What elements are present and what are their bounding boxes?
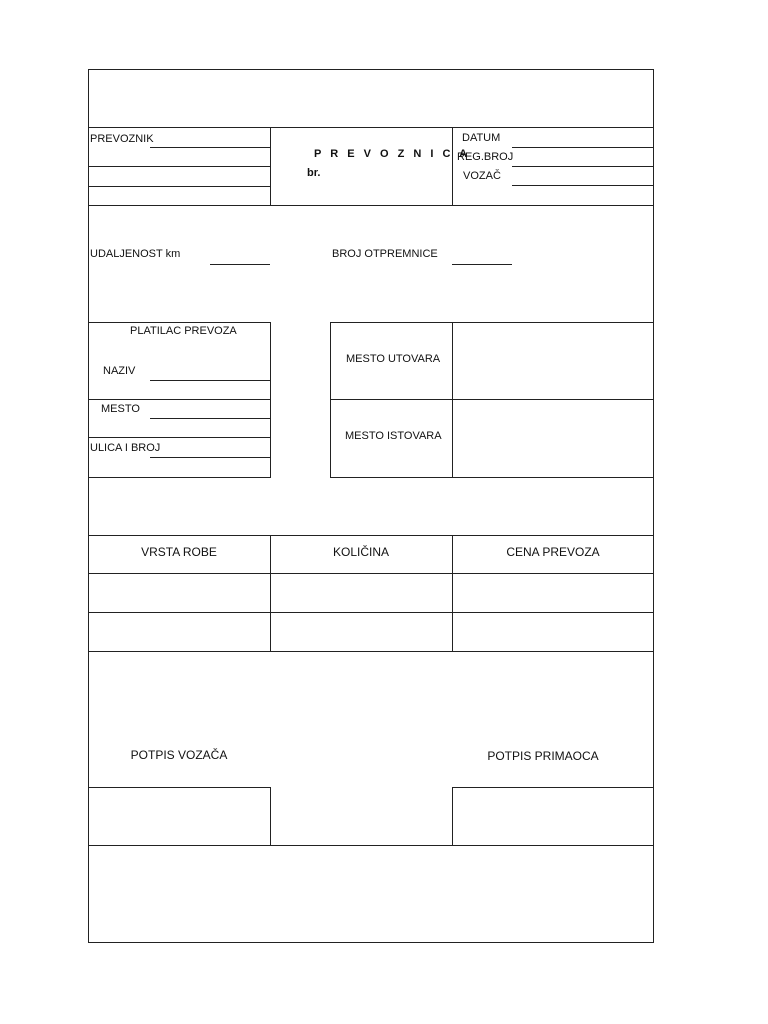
datum-label: DATUM [462, 132, 501, 144]
potpis-vozaca-box[interactable] [88, 787, 271, 846]
table-header-vrsta-robe: VRSTA ROBE [141, 545, 217, 559]
table-cell[interactable] [90, 575, 269, 611]
vozac-label: VOZAČ [463, 170, 501, 182]
datum-line[interactable] [512, 147, 654, 148]
mesto-utovara-label: MESTO UTOVARA [346, 353, 441, 365]
udaljenost-line[interactable] [210, 264, 270, 265]
mesto-utovara-field[interactable] [454, 324, 652, 398]
table-cell[interactable] [454, 575, 652, 611]
naziv-line[interactable] [150, 380, 270, 381]
divider [452, 127, 453, 206]
table-cell[interactable] [272, 614, 451, 650]
prevoznik-line-2[interactable] [88, 166, 270, 167]
divider [88, 573, 654, 574]
broj-otpremnice-line[interactable] [452, 264, 512, 265]
table-cell[interactable] [90, 614, 269, 650]
potpis-vozaca-label: POTPIS VOZAČA [130, 748, 228, 762]
payer-divider [88, 437, 270, 438]
table-cell[interactable] [272, 575, 451, 611]
ulica-line[interactable] [150, 457, 270, 458]
vozac-line[interactable] [512, 185, 654, 186]
payer-heading: PLATILAC PREVOZA [130, 325, 237, 337]
table-cell[interactable] [454, 614, 652, 650]
br-label: br. [307, 167, 321, 179]
divider [88, 535, 654, 536]
udaljenost-label: UDALJENOST km [90, 248, 181, 260]
divider [452, 322, 453, 478]
divider [330, 399, 654, 400]
divider [88, 845, 654, 846]
mesto-line[interactable] [150, 418, 270, 419]
form-title: P R E V O Z N I C A [314, 148, 471, 160]
reg-broj-line[interactable] [512, 166, 654, 167]
prevoznik-line[interactable] [150, 147, 270, 148]
ulica-label: ULICA I BROJ [90, 442, 161, 454]
divider [88, 205, 654, 206]
prevoznik-line-3[interactable] [88, 186, 270, 187]
payer-divider [88, 399, 270, 400]
table-header-kolicina: KOLIČINA [332, 545, 389, 559]
reg-broj-label: REG.BROJ [457, 151, 514, 163]
naziv-label: NAZIV [103, 365, 136, 377]
divider [88, 612, 654, 613]
divider [88, 651, 654, 652]
mesto-istovara-label: MESTO ISTOVARA [345, 430, 442, 442]
divider [88, 127, 654, 128]
mesto-istovara-field[interactable] [454, 401, 652, 476]
prevoznik-label: PREVOZNIK [90, 133, 154, 145]
divider [270, 127, 271, 206]
mesto-label: MESTO [101, 403, 140, 415]
potpis-primaoca-label: POTPIS PRIMAOCA [487, 749, 599, 763]
potpis-primaoca-box[interactable] [452, 787, 654, 846]
broj-otpremnice-label: BROJ OTPREMNICE [332, 248, 438, 260]
table-header-cena-prevoza: CENA PREVOZA [506, 545, 600, 559]
